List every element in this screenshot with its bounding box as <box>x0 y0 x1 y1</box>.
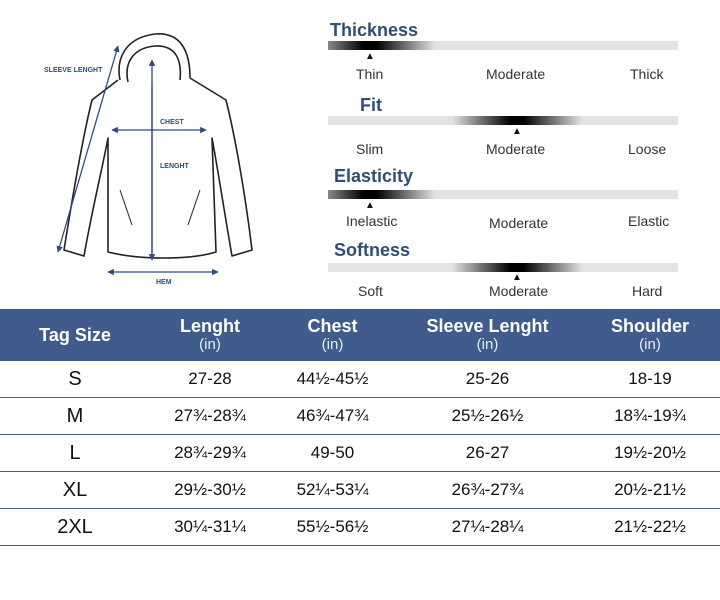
attribute-bar <box>328 116 678 125</box>
header-label: Tag Size <box>39 325 111 345</box>
selection-marker: ▲ <box>512 126 522 137</box>
length-cell: 30¼-31¼ <box>150 509 270 546</box>
sleeve-length-label: SLEEVE LENGHT <box>44 67 103 74</box>
length-cell: 27¾-28¾ <box>150 398 270 435</box>
table-row <box>0 472 720 509</box>
shoulder-cell: 20½-21½ <box>580 472 720 509</box>
header-unit: (in) <box>199 336 221 353</box>
chest-cell: 52¼-53¼ <box>270 472 395 509</box>
length-cell: 28¾-29¾ <box>150 435 270 472</box>
attribute-title: Softness <box>334 240 411 260</box>
attribute-option-left: Soft <box>358 283 383 299</box>
attribute-level-gradient <box>328 190 435 199</box>
length-cell: 29½-30½ <box>150 472 270 509</box>
attribute-title: Elasticity <box>334 166 414 186</box>
sleeve-length-cell: 26¾-27¾ <box>395 472 580 509</box>
chest-cell: 46¾-47¾ <box>270 398 395 435</box>
header-chest <box>270 309 395 361</box>
attribute-bar <box>328 190 678 199</box>
hem-label: HEM <box>156 279 172 286</box>
fit-scale <box>328 95 678 165</box>
header-unit: (in) <box>639 336 661 353</box>
attribute-option-right: Elastic <box>628 213 670 229</box>
header-label: Chest <box>307 316 358 336</box>
sleeve-length-cell: 27¼-28¼ <box>395 509 580 546</box>
attribute-option-middle: Moderate <box>486 66 546 82</box>
chest-label: CHEST <box>160 119 184 126</box>
chest-cell: 44½-45½ <box>270 361 395 398</box>
attribute-option-left: Inelastic <box>346 213 398 229</box>
chest-cell: 55½-56½ <box>270 509 395 546</box>
header-sleeve-length <box>395 309 580 361</box>
sleeve-length-cell: 26-27 <box>395 435 580 472</box>
length-label: LENGHT <box>160 163 189 170</box>
attribute-option-middle: Moderate <box>489 283 549 299</box>
thickness-scale <box>328 20 678 90</box>
chest-cell: 49-50 <box>270 435 395 472</box>
attribute-level-gradient <box>328 41 435 50</box>
header-shoulder <box>580 309 720 361</box>
header-label: Sleeve Lenght <box>426 316 549 336</box>
table-header-row <box>0 309 720 361</box>
header-unit: (in) <box>476 336 499 353</box>
tag-size-cell: 2XL <box>0 509 150 546</box>
header-tag-size <box>0 309 150 361</box>
attribute-title: Thickness <box>330 20 419 40</box>
attribute-option-right: Thick <box>630 66 664 82</box>
shoulder-cell: 18¾-19¾ <box>580 398 720 435</box>
attribute-title: Fit <box>360 95 382 115</box>
shoulder-cell: 21½-22½ <box>580 509 720 546</box>
shoulder-cell: 18-19 <box>580 361 720 398</box>
tag-size-cell: S <box>0 361 150 398</box>
attribute-bar <box>328 41 678 50</box>
attribute-option-right: Hard <box>632 283 663 299</box>
sleeve-length-cell: 25½-26½ <box>395 398 580 435</box>
selection-marker: ▲ <box>365 51 375 62</box>
jacket-size-diagram <box>20 20 310 300</box>
elasticity-scale <box>328 166 678 236</box>
attribute-option-middle: Moderate <box>486 141 546 157</box>
table-row <box>0 361 720 398</box>
sleeve-length-cell: 25-26 <box>395 361 580 398</box>
attribute-level-gradient <box>452 116 582 125</box>
tag-size-cell: XL <box>0 472 150 509</box>
table-row <box>0 398 720 435</box>
attribute-bar <box>328 263 678 272</box>
softness-scale <box>328 240 678 304</box>
attribute-option-left: Thin <box>356 66 384 82</box>
tag-size-cell: L <box>0 435 150 472</box>
table-row <box>0 509 720 546</box>
attribute-level-gradient <box>452 263 582 272</box>
selection-marker: ▲ <box>365 200 375 211</box>
header-label: Lenght <box>180 316 240 336</box>
selection-marker: ▲ <box>512 272 522 283</box>
tag-size-cell: M <box>0 398 150 435</box>
attribute-option-left: Slim <box>356 141 384 157</box>
attribute-option-middle: Moderate <box>489 215 549 231</box>
header-length <box>150 309 270 361</box>
table-row <box>0 435 720 472</box>
attribute-option-right: Loose <box>628 141 667 157</box>
length-cell: 27-28 <box>150 361 270 398</box>
size-chart-table <box>0 309 720 546</box>
shoulder-cell: 19½-20½ <box>580 435 720 472</box>
header-unit: (in) <box>321 336 344 353</box>
header-label: Shoulder <box>610 316 689 336</box>
